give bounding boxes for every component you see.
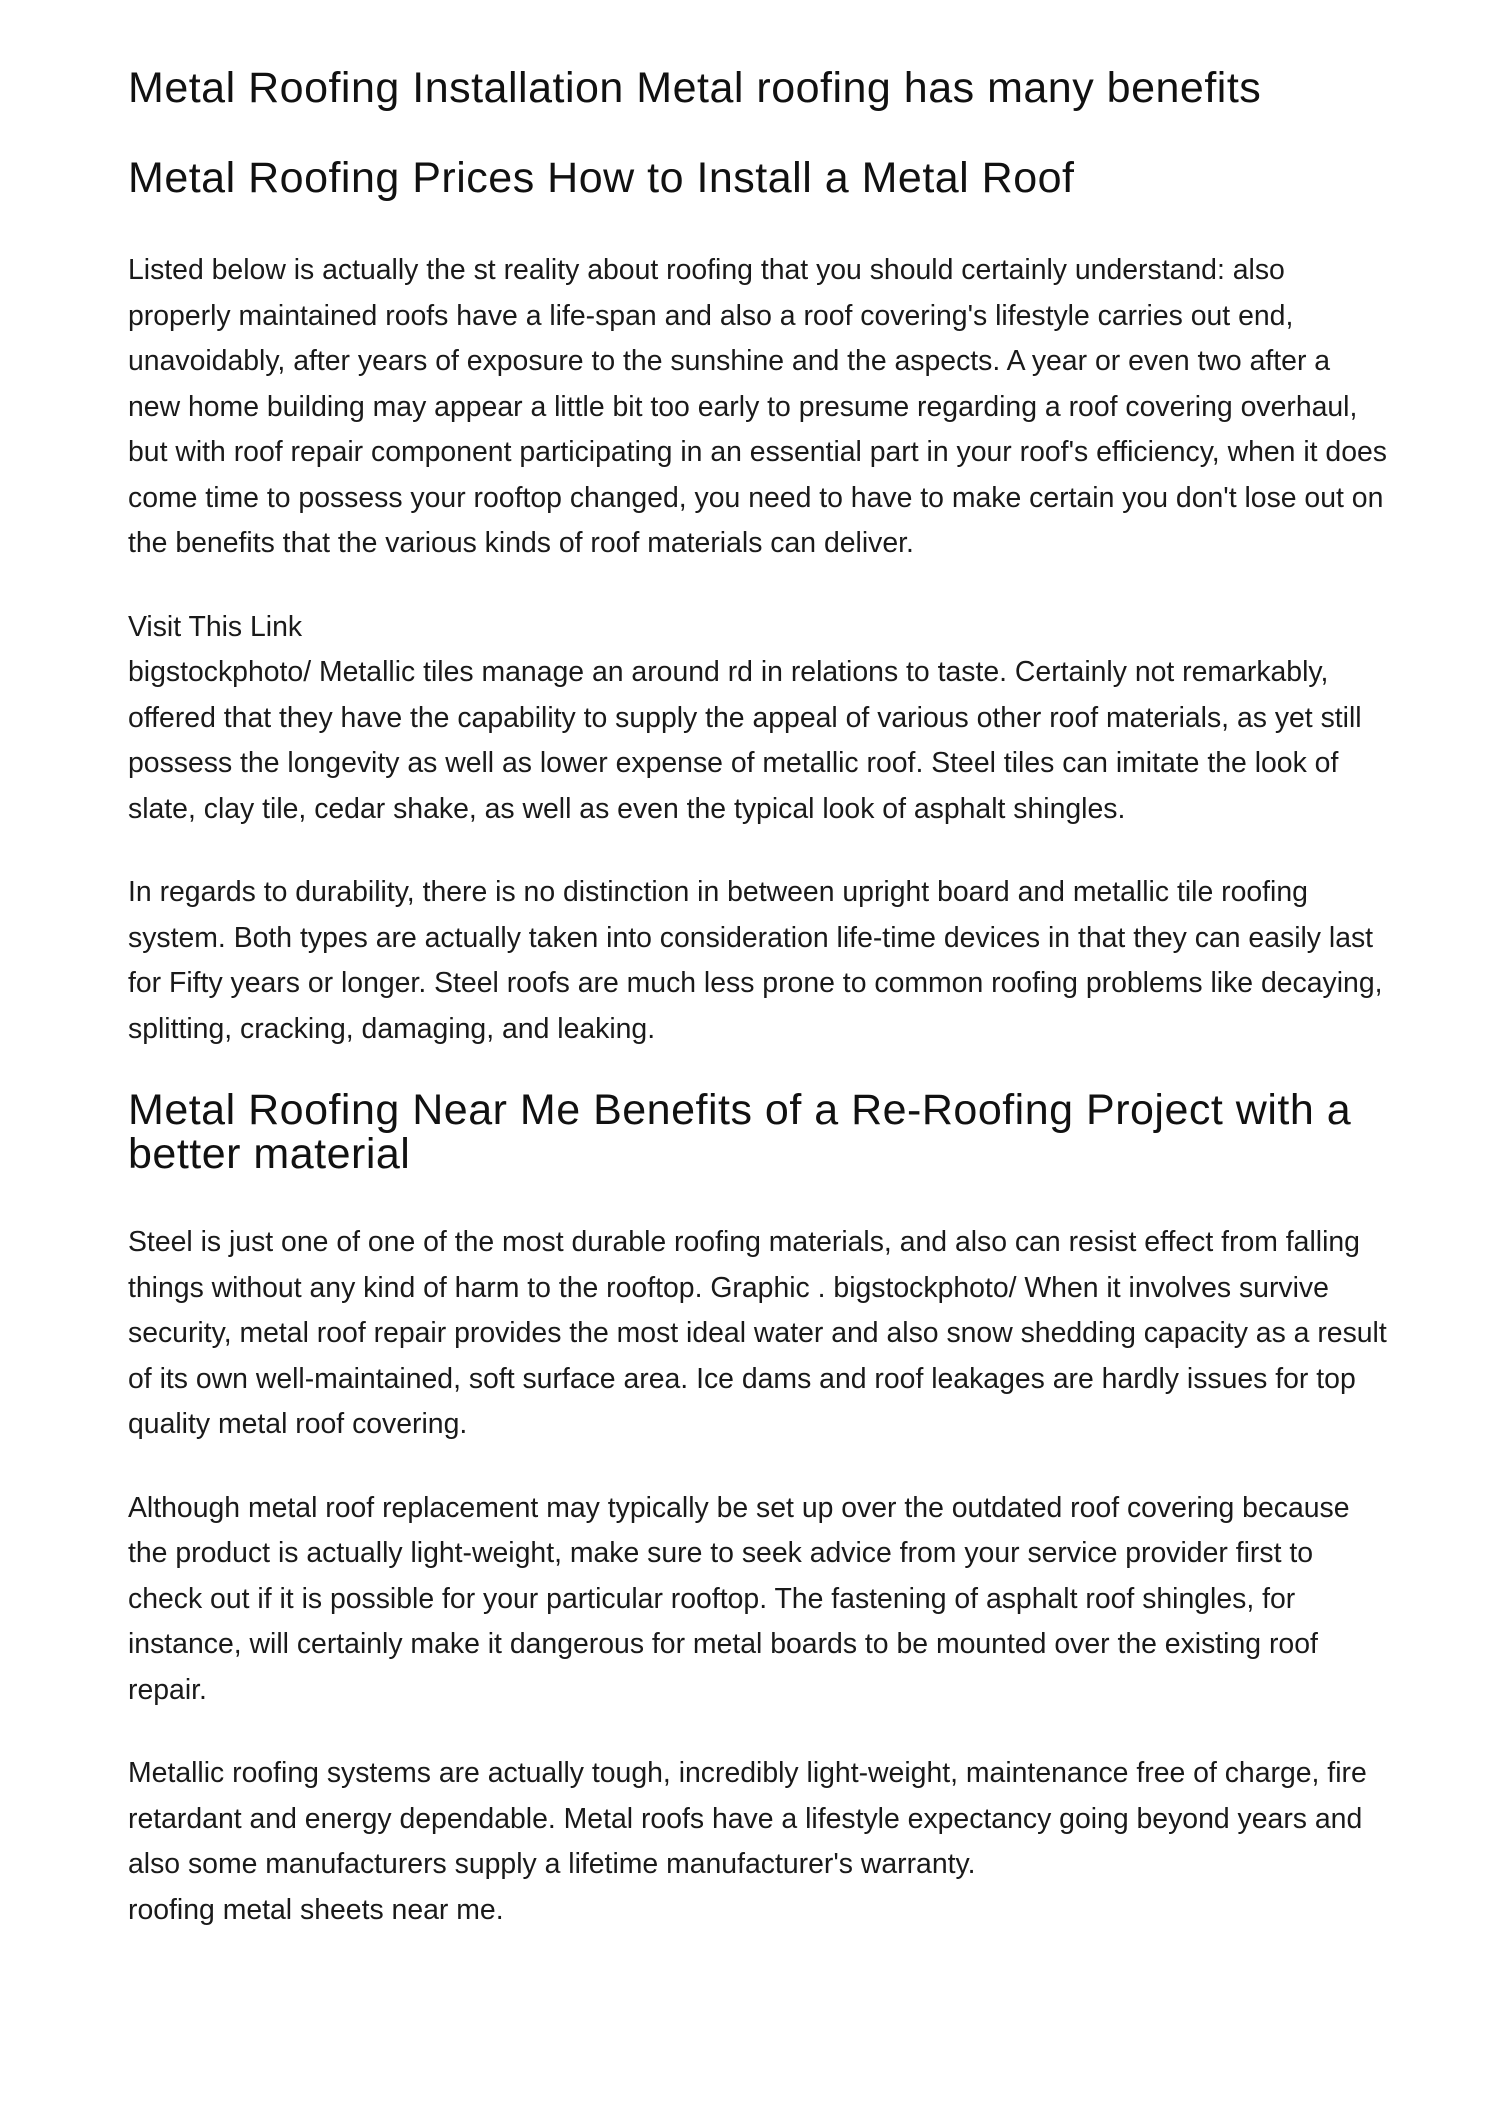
paragraph-intro: Listed below is actually the st reality about roofing that you should certainly understand: also properly maintained roofs have a life-span and also a roof covering's lifestyle carries out end, unavoidably, after years of exposure to the sunshine and the aspects. A year or even two after a new home building may appear a little bit too early to presume regarding a roof covering overhaul, but with roof repair component participating in an essential part in your roof's efficiency, when it does come time to possess your rooftop changed, you need to have to make certain you don't lose out on the benefits that the various kinds of roof materials can deliver. [128, 254, 1387, 559]
paragraph-metallic-systems [128, 1751, 1390, 1933]
paragraph-metallic-systems-tail: roofing metal sheets near me. [128, 1893, 504, 1926]
spacer [128, 1176, 1390, 1220]
visit-this-link[interactable]: Visit This Link [128, 610, 303, 643]
spacer [128, 1448, 1390, 1486]
paragraph-steel-durable: Steel is just one of one of the most durable roofing materials, and also can resist effect from falling things without any kind of harm to the rooftop. Graphic . bigstockphoto/ When it involves survive security, metal roof repair provides the most ideal water and also snow shedding capacity as a result of its own well-maintained, soft surface area. Ice dams and roof leakages are hardly issues for top quality metal roof covering. [128, 1226, 1387, 1440]
spacer [128, 114, 1390, 152]
main-heading: Metal Roofing Installation Metal roofing has many benefits [128, 64, 1262, 112]
document-page [128, 62, 1390, 1933]
paragraph-replacement: Although metal roof replacement may typically be set up over the outdated roof covering because the product is actually light-weight, make sure to seek advice from your service provider first to check out if it is possible for your particular rooftop. The fastening of asphalt roof shingles, for instance, will certainly make it dangerous for metal boards to be mounted over the existing roof repair. [128, 1491, 1350, 1706]
spacer [128, 832, 1390, 870]
paragraph-durability: In regards to durability, there is no distinction in between upright board and metallic tile roofing system. Both types are actually taken into consideration life-time devices in that they can easily last for Fifty years or longer. Steel roofs are much less prone to common roofing problems like decaying, splitting, cracking, damaging, and leaking. [128, 876, 1383, 1045]
spacer [128, 204, 1390, 248]
section-heading-install: Metal Roofing Prices How to Install a Metal Roof [128, 154, 1075, 202]
section-heading-near-me: Metal Roofing Near Me Benefits of a Re-Roofing Project with a better material [128, 1086, 1352, 1178]
spacer [128, 567, 1390, 605]
spacer [128, 1713, 1390, 1751]
paragraph-metallic-systems-text: Metallic roofing systems are actually tough, incredibly light-weight, maintenance free of charge, fire retardant and energy dependable. Metal roofs have a lifestyle expectancy going beyond years and also some manufacturers supply a lifetime manufacturer's warranty. [128, 1757, 1367, 1880]
spacer [128, 1052, 1390, 1088]
paragraph-metallic-tiles: bigstockphoto/ Metallic tiles manage an around rd in relations to taste. Certainly not remarkably, offered that they have the capability to supply the appeal of various other roof materials, as yet still possess the longevity as well as lower expense of metallic roof. Steel tiles can imitate the look of slate, clay tile, cedar shake, as well as even the typical look of asphalt shingles. [128, 656, 1362, 825]
